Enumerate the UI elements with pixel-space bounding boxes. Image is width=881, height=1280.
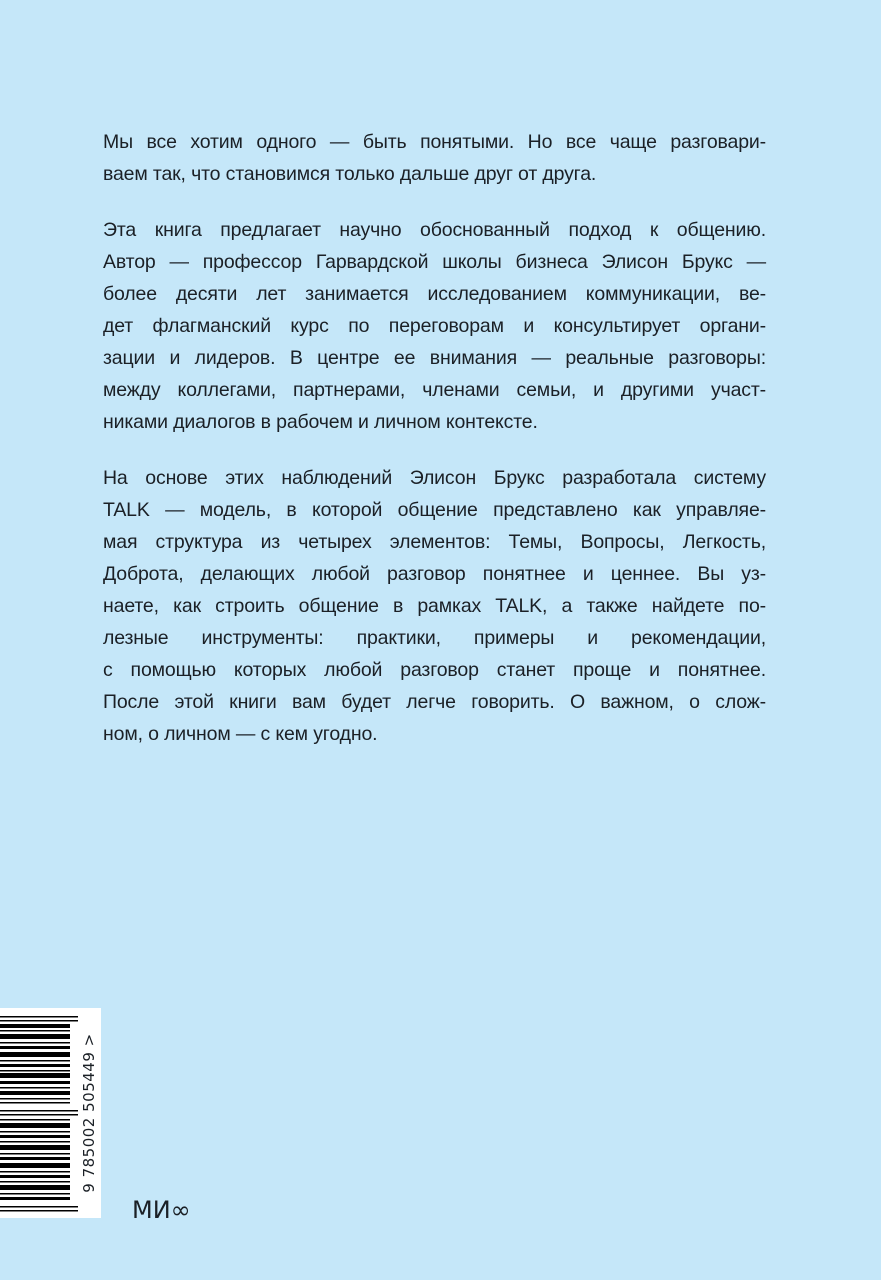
barcode-bars-icon <box>0 1016 78 1212</box>
text-line: с помощью которых любой разговор станет проще и понятнее. <box>103 659 766 681</box>
text-line: дет флагманский курс по переговорам и консультирует органи- <box>103 315 766 337</box>
blurb-paragraph-3 <box>103 462 766 750</box>
text-line: зации и лидеров. В центре ее внимания — реальные разговоры: <box>103 347 766 369</box>
text-line: После этой книги вам будет легче говорить. О важном, о слож- <box>103 691 766 713</box>
isbn-digits-text: 9 785002 505449 > <box>80 1033 98 1193</box>
publisher-logo: МИ∞ <box>132 1196 191 1224</box>
text-line: между коллегами, партнерами, членами семьи, и другими участ- <box>103 379 766 401</box>
blurb-paragraph-1 <box>103 126 766 190</box>
back-cover-blurb <box>103 126 766 774</box>
isbn-barcode <box>0 1008 101 1218</box>
text-line: ваем так, что становимся только дальше друг от друга. <box>103 163 597 185</box>
blurb-paragraph-2 <box>103 214 766 438</box>
isbn-number <box>79 1012 99 1214</box>
text-line: мая структура из четырех элементов: Темы, Вопросы, Легкость, <box>103 531 766 553</box>
text-line: TALK — модель, в которой общение представлено как управляе- <box>103 499 766 521</box>
text-line: Доброта, делающих любой разговор понятнее и ценнее. Вы уз- <box>103 563 766 585</box>
text-line: Мы все хотим одного — быть понятыми. Но все чаще разговари- <box>103 131 766 153</box>
text-line: наете, как строить общение в рамках TALK, а также найдете по- <box>103 595 766 617</box>
text-line: ном, о личном — с кем угодно. <box>103 723 378 745</box>
text-line: На основе этих наблюдений Элисон Брукс разработала систему <box>103 467 766 489</box>
text-line: лезные инструменты: практики, примеры и рекомендации, <box>103 627 766 649</box>
text-line: более десяти лет занимается исследованием коммуникации, ве- <box>103 283 766 305</box>
text-line: Автор — профессор Гарвардской школы бизнеса Элисон Брукс — <box>103 251 766 273</box>
text-line: никами диалогов в рабочем и личном контексте. <box>103 411 538 433</box>
text-line: Эта книга предлагает научно обоснованный подход к общению. <box>103 219 766 241</box>
